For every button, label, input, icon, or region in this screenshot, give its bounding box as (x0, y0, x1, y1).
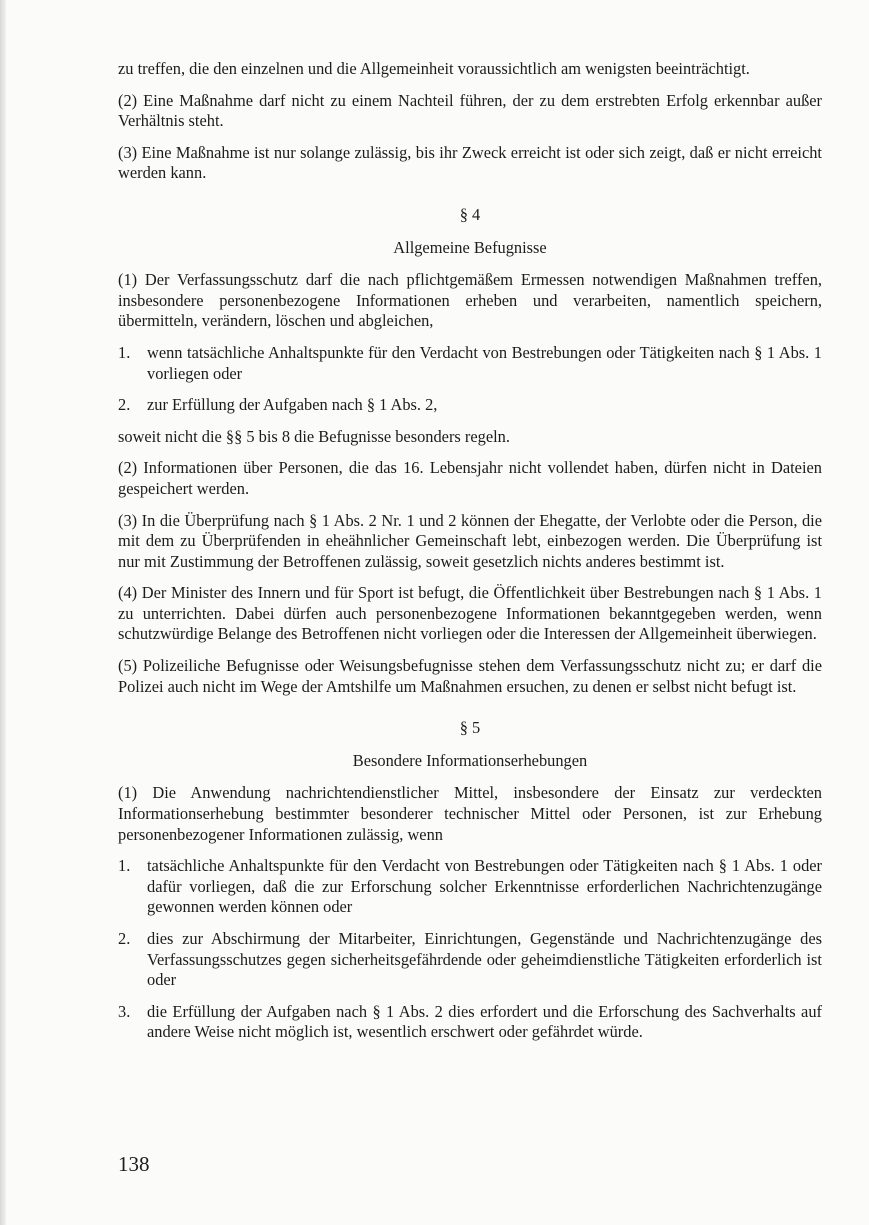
section-5-number: § 5 (459, 718, 481, 738)
paragraph-3-3: (3) Eine Maßnahme ist nur solange zulässig, bis ihr Zweck erreicht ist oder sich zeigt, daß er nicht erreicht werden kann. (118, 142, 822, 183)
list-item-number: 2. (118, 395, 131, 415)
list-item (118, 343, 822, 384)
document-page (118, 59, 822, 1054)
list-item-number: 3. (118, 1001, 131, 1021)
paragraph-4-2: (2) Informationen über Personen, die das 16. Lebensjahr nicht vollendet haben, dürfen nicht in Dateien gespeichert werden. (118, 458, 822, 498)
page-number: 138 (118, 1152, 150, 1176)
list-item-number: 1. (118, 342, 131, 362)
paragraph-3-2: (2) Eine Maßnahme darf nicht zu einem Nachteil führen, der zu dem erstrebten Erfolg erkennbar außer Verhältnis steht. (118, 90, 822, 131)
list-item-number: 1. (118, 856, 131, 876)
paragraph-5-1: (1) Die Anwendung nachrichtendienstlicher Mittel, insbesondere der Einsatz zur verdeckten Informationserhebung bestimmter besonderer technischer Mittel oder Personen, ist zur Erhebung personenbezogener Informationen zulässig, wenn (118, 783, 822, 844)
list-item-number: 2. (118, 929, 131, 948)
list-item (118, 1002, 822, 1043)
paragraph-continuation: zu treffen, die den einzelnen und die Allgemeinheit voraussichtlich am wenigsten beeinträchtigt. (118, 59, 750, 78)
page-edge-shadow (0, 0, 6, 1225)
paragraph-4-1-tail: soweit nicht die §§ 5 bis 8 die Befugnisse besonders regeln. (118, 426, 510, 446)
paragraph-4-1: (1) Der Verfassungsschutz darf die nach pflichtgemäßem Ermessen notwendigen Maßnahmen treffen, insbesondere personenbezogene Informationen erheben und verarbeiten, namentlich speichern, übermitteln, verändern, löschen und abgleichen, (118, 270, 822, 331)
paragraph-4-5: (5) Polizeiliche Befugnisse oder Weisungsbefugnisse stehen dem Verfassungsschutz nicht zu; er darf die Polizei auch nicht im Wege der Amtshilfe um Maßnahmen ersuchen, zu denen er selbst nicht befugt ist. (118, 656, 822, 696)
section-5-title: Besondere Informationserhebungen (352, 750, 588, 770)
list-item (118, 395, 822, 416)
list-item-text: wenn tatsächliche Anhaltspunkte für den Verdacht von Bestrebungen oder Tätigkeiten nach § 1 Abs. 1 vorliegen oder (147, 342, 822, 383)
list-item-text: die Erfüllung der Aufgaben nach § 1 Abs. 2 dies erfordert und die Erforschung des Sachverhalts auf andere Weise nicht möglich ist, wesentlich erschwert oder gefährdet würde. (147, 1001, 822, 1042)
list-item (118, 856, 822, 918)
list-item-text: tatsächliche Anhaltspunkte für den Verdacht von Bestrebungen oder Tätigkeiten nach § 1 Abs. 1 oder dafür vorliegen, daß die zur Erforschung solcher Erkenntnisse erforderlichen Nachrichtenzugänge gewonnen werden können oder (147, 856, 822, 917)
paragraph-4-3: (3) In die Überprüfung nach § 1 Abs. 2 Nr. 1 und 2 können der Ehegatte, der Verlobte oder die Person, die mit dem zu Überprüfenden in eheähnlicher Gemeinschaft lebt, einbezogen werden. Die Überprüfung ist nur mit Zustimmung der Betroffenen zulässig, soweit gesetzlich nichts anderes bestimmt ist. (118, 510, 822, 571)
list-item-text: dies zur Abschirmung der Mitarbeiter, Einrichtungen, Gegenstände und Nachrichtenzugänge des Verfassungsschutzes gegen sicherheitsgefährdende oder geheimdienstliche Tätigkeiten erforderlich ist oder (147, 929, 822, 990)
paragraph-4-4: (4) Der Minister des Innern und für Sport ist befugt, die Öffentlichkeit über Bestrebungen nach § 1 Abs. 1 zu unterrichten. Dabei dürfen auch personenbezogene Informationen bekanntgegeben werden, wenn schutzwürdige Belange des Betroffenen nicht vorliegen oder die Interessen der Allgemeinheit überwiegen. (118, 583, 822, 644)
section-4-number: § 4 (459, 204, 481, 224)
list-item (118, 929, 822, 991)
list-item-text: zur Erfüllung der Aufgaben nach § 1 Abs. 2, (147, 395, 438, 415)
section-4-title: Allgemeine Befugnisse (393, 237, 547, 257)
